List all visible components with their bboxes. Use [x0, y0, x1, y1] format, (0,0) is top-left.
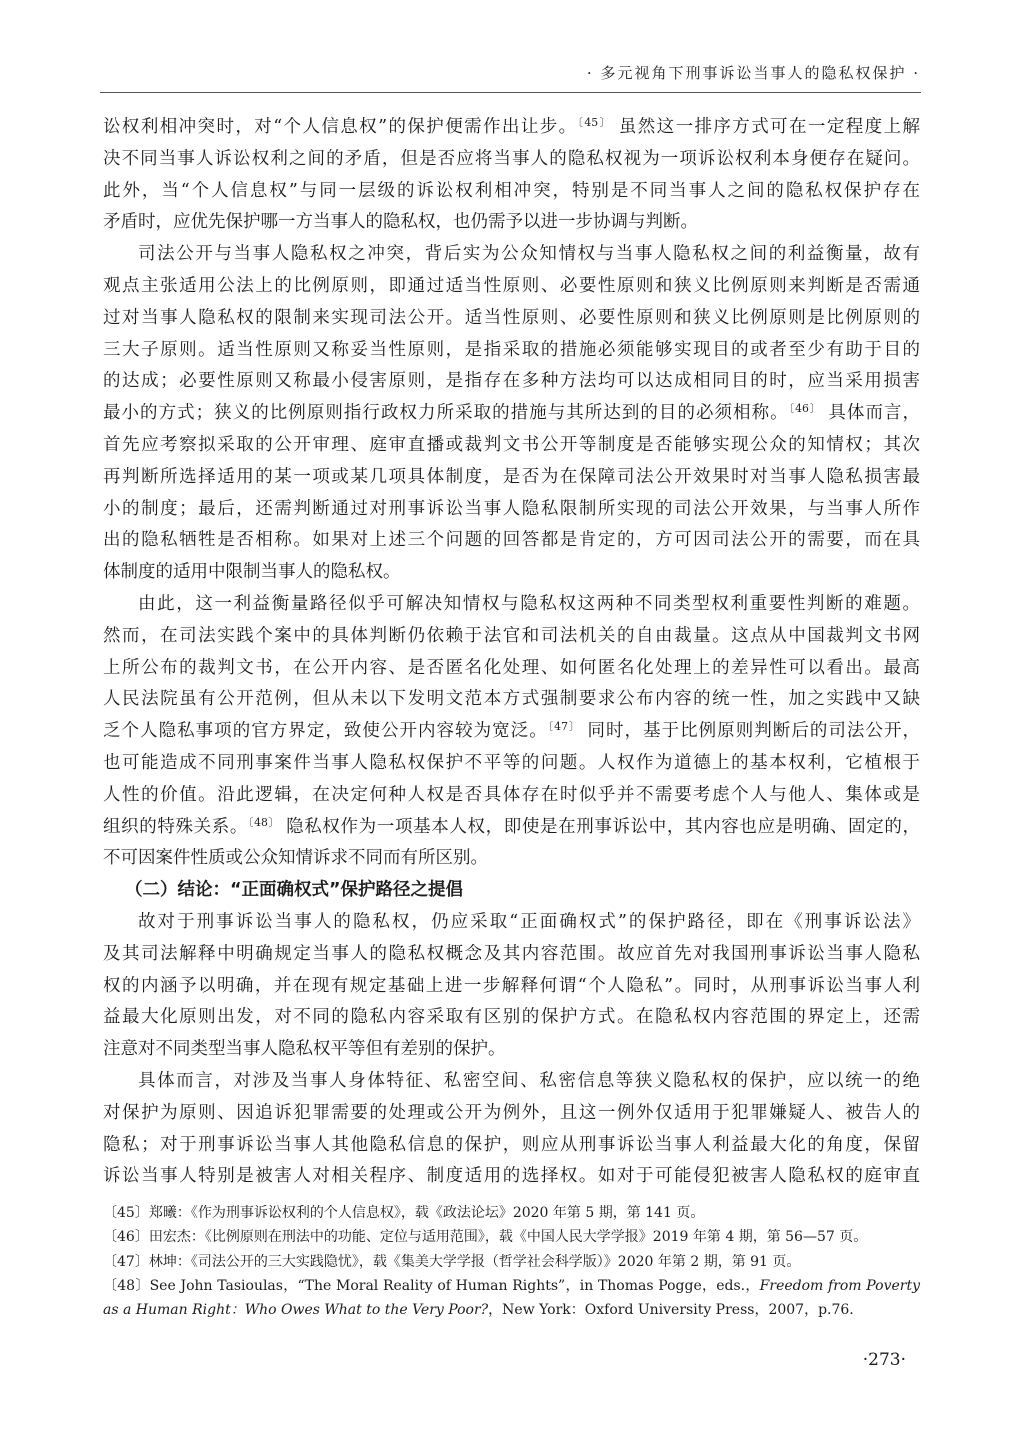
footnote-45: 〔45〕郑曦：《作为刑事诉讼权利的个人信息权》，载《政法论坛》2020 年第 5 期，第 141 页。	[103, 1205, 705, 1221]
footnote-text: 〔48〕See John Tasioulas，“The Moral Reality of Human Rights”，in Thomas Pogge，eds.，	[103, 1277, 760, 1294]
text-segment: 同时，基于比例原则判断后的司法公开，	[580, 721, 921, 742]
footnote-48	[103, 1274, 920, 1323]
text-line: 再判断所选择适用的某一项或某几项具体制度，是否为在保障司法公开效果时对当事人隐私损害最	[103, 466, 920, 487]
footnote-text: ，New York：Oxford University Press，2007，p.76.	[488, 1302, 854, 1319]
text-line: 益最大化原则出发，对不同的隐私内容采取有区别的保护方式。在隐私权内容范围的界定上，还需	[103, 1007, 920, 1028]
text-line: 此外，当“个人信息权”与同一层级的诉讼权利相冲突，特别是不同当事人之间的隐私权保护存在	[103, 180, 920, 201]
text-line: 上所公布的裁判文书，在公开内容、是否匿名化处理、如何匿名化处理上的差异性可以看出。最高	[103, 657, 920, 678]
header-rule	[100, 92, 921, 93]
text-segment: 最小的方式；狭义的比例原则指行政权力所采取的措施与其所达到的目的必须相称。	[103, 403, 789, 424]
paragraph-4	[103, 907, 920, 1066]
text-segment: 乏个人隐私事项的官方界定，致使公开内容较为宽泛。	[103, 721, 548, 742]
text-line	[103, 112, 920, 144]
text-line: 三大子原则。适当性原则又称妥当性原则，是指采取的措施必须能够实现目的或者至少有助于目的	[103, 339, 920, 360]
section-heading: （二）结论：“正面确权式”保护路径之提倡	[125, 880, 464, 901]
text-segment: 虽然这一排序方式可在一定程度上解	[611, 117, 920, 137]
text-line: 也可能造成不同刑事案件当事人隐私权保护不平等的问题。人权作为道德上的基本权利，它植根于	[103, 752, 920, 773]
text-line: 过对当事人隐私权的限制来实现司法公开。适当性原则、必要性原则和狭义比例原则是比例原则的	[103, 307, 920, 328]
text-line: 首先应考察拟采取的公开审理、庭审直播或裁判文书公开等制度是否能够实现公众的知情权；其次	[103, 434, 920, 455]
text-line: 及其司法解释中明确规定当事人的隐私权概念及其内容范围。故应首先对我国刑事诉讼当事人隐私	[103, 943, 920, 964]
footnote-ref-47: 〔47〕	[547, 720, 581, 734]
text-line: 对保护为原则、因追诉犯罪需要的处理或公开为例外，且这一例外仅适用于犯罪嫌疑人、被告人的	[103, 1102, 920, 1123]
footnotes	[103, 1201, 920, 1322]
text-line	[103, 716, 920, 748]
text-line: 矛盾时，应优先保护哪一方当事人的隐私权，也仍需予以进一步协调与判断。	[103, 212, 698, 233]
text-line: 诉讼当事人特别是被害人对相关程序、制度适用的选择权。如对于可能侵犯被害人隐私权的庭审直	[103, 1166, 920, 1187]
text-line: 小的制度；最后，还需判断通过对刑事诉讼当事人隐私限制所实现的司法公开效果，与当事人所作	[103, 498, 920, 519]
text-line	[103, 398, 920, 430]
footnote-ref-45: 〔45〕	[577, 116, 612, 130]
book-title: Freedom from Poverty as a Human Right：Who Owes What to the Very Poor?	[103, 1277, 921, 1319]
paragraph-5	[103, 1066, 920, 1193]
footnote-ref-46: 〔46〕	[788, 402, 822, 416]
footnote-47: 〔47〕林坤：《司法公开的三大实践隐忧》，载《集美大学学报（哲学社会科学版）》2020 年第 2 期，第 91 页。	[103, 1253, 801, 1270]
text-segment: 具体而言，	[821, 403, 921, 424]
text-line: 出的隐私牺牲是否相称。如果对上述三个问题的回答都是肯定的，方可因司法公开的需要，而在具	[103, 530, 920, 551]
text-segment: 组织的特殊关系。	[103, 816, 249, 837]
text-line: 观点主张适用公法上的比例原则，即通过适当性原则、必要性原则和狭义比例原则来判断是否需通	[103, 275, 920, 296]
running-header: · 多元视角下刑事诉讼当事人的隐私权保护 ·	[586, 64, 920, 82]
text-line: 由此，这一利益衡量路径似乎可解决知情权与隐私权这两种不同类型权利重要性判断的难题。	[138, 593, 920, 614]
text-segment: 隐私权作为一项基本人权，即使是在刑事诉讼中，其内容也应是明确、固定的，	[279, 816, 921, 837]
footnote-ref-48: 〔48〕	[248, 815, 280, 829]
text-line: 具体而言，对涉及当事人身体特征、私密空间、私密信息等狭义隐私权的保护，应以统一的绝	[138, 1070, 920, 1091]
text-line: 的达成；必要性原则又称最小侵害原则，是指存在多种方法均可以达成相同目的时，应当采用损害	[103, 371, 920, 392]
text-line: 隐私；对于刑事诉讼当事人其他隐私信息的保护，则应从刑事诉讼当事人利益最大化的角度，保留	[103, 1134, 920, 1155]
text-line: 然而，在司法实践个案中的具体判断仍依赖于法官和司法机关的自由裁量。这点从中国裁判文书网	[103, 625, 920, 646]
body-text	[103, 112, 920, 1193]
text-line: 人民法院虽有公开范例，但从未以下发明文范本方式强制要求公布内容的统一性，加之实践中又缺	[103, 689, 920, 710]
paragraph-3	[103, 589, 920, 875]
text-line: 注意对不同类型当事人隐私权平等但有差别的保护。	[103, 1039, 506, 1060]
text-line: 体制度的适用中限制当事人的隐私权。	[103, 562, 401, 583]
text-line: 人性的价值。沿此逻辑，在决定何种人权是否具体存在时似乎并不需要考虑个人与他人、集体或是	[103, 784, 920, 805]
paragraph-2	[103, 239, 920, 589]
text-line: 司法公开与当事人隐私权之冲突，背后实为公众知情权与当事人隐私权之间的利益衡量，故有	[138, 244, 920, 265]
text-segment: 讼权利相冲突时，对“个人信息权”的保护便需作出让步。	[103, 117, 578, 137]
text-line: 故对于刑事诉讼当事人的隐私权，仍应采取“正面确权式”的保护路径，即在《刑事诉讼法》	[138, 911, 920, 932]
text-line: 决不同当事人诉讼权利之间的矛盾，但是否应将当事人的隐私权视为一项诉讼权利本身便存在疑问。	[103, 148, 920, 169]
page-number: ·273·	[862, 1350, 906, 1370]
footnote-46: 〔46〕田宏杰：《比例原则在刑法中的功能、定位与适用范围》，载《中国人民大学学报》2019 年第 4 期，第 56—57 页。	[103, 1229, 868, 1246]
text-line: 不可因案件性质或公众知情诉求不同而有所区别。	[103, 848, 488, 869]
text-line	[103, 812, 920, 844]
paragraph-1	[103, 112, 920, 239]
text-line: 权的内涵予以明确，并在现有规定基础上进一步解释何谓“个人隐私”。同时，从刑事诉讼当事人利	[103, 975, 920, 996]
